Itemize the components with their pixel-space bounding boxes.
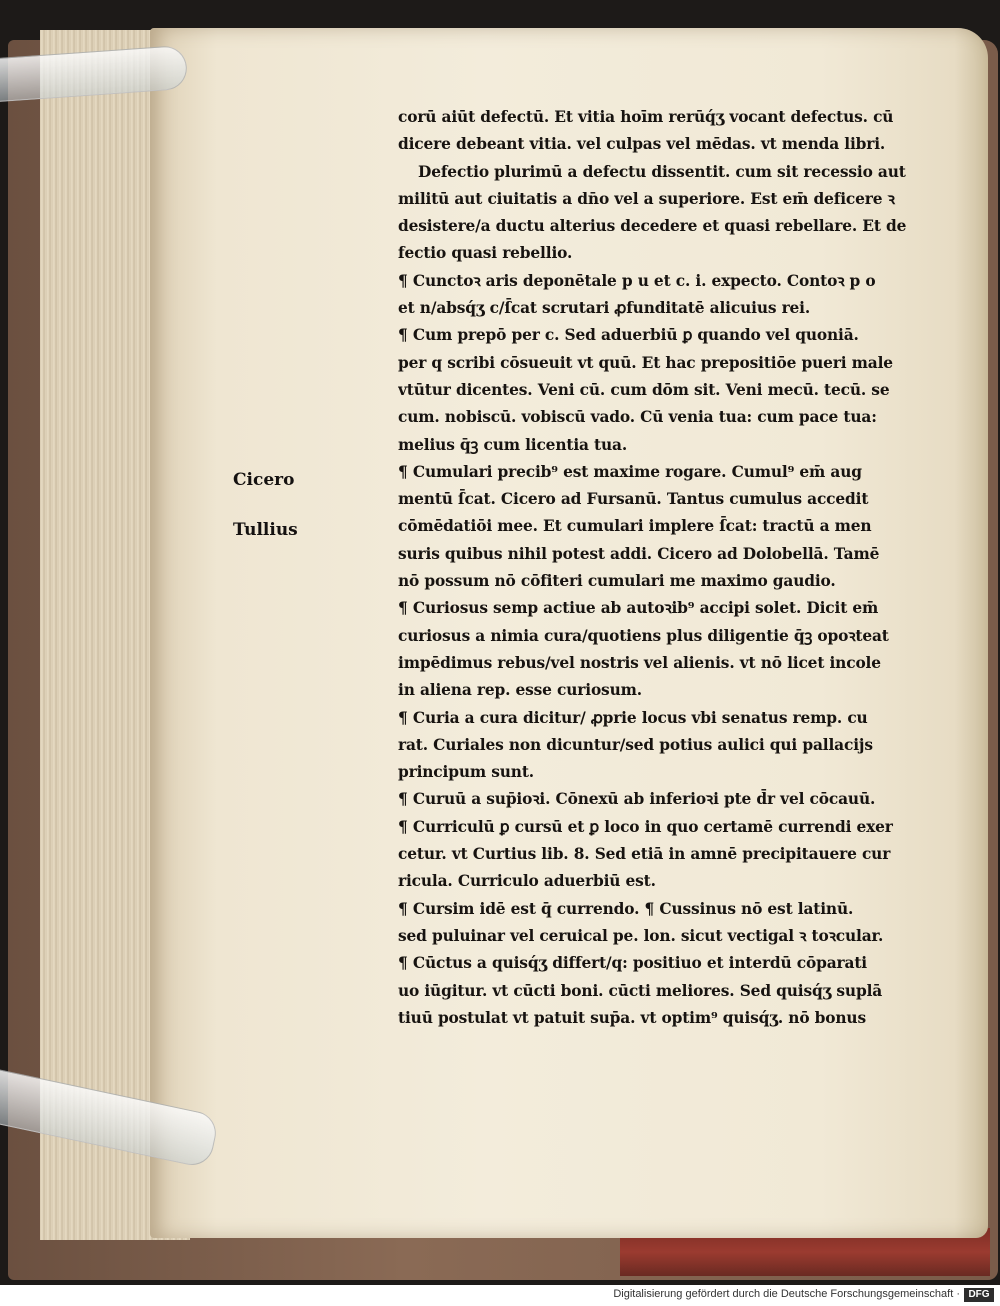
text-line: per q scribi cōsueuit vt quū. Et hac prepositiōe pueri male [398, 353, 893, 372]
text-line: vtūtur dicentes. Veni cū. cum dōm sit. Veni mecū. tecū. se [398, 380, 890, 399]
text-line: corū aiūt defectū. Et vitia hoīm rerūq́ʒ vocant defectus. cū [398, 108, 894, 126]
text-line: ¶ Cumulari precib⁹ est maxime rogare. Cumul⁹ em̄ aug [398, 462, 862, 481]
text-line: principum sunt. [398, 763, 534, 782]
text-line: curiosus a nimia cura/quotiens plus diligentie q̄ꝫ opoꝛteat [398, 626, 889, 645]
footer-bar [0, 1285, 1000, 1306]
text-line: cōmēdatiōi mee. Et cumulari implere ſ̄cat: tractū a men [398, 517, 872, 536]
text-line: impēdimus rebus/vel nostris vel alienis. vt nō licet incole [398, 653, 881, 672]
text-line: ¶ Curuū a sup̄ioꝛi. Cōnexū ab inferioꝛi pte d̄r vel cōcauū. [398, 790, 876, 809]
text-line: mentū ſ̄cat. Cicero ad Fursanū. Tantus cumulus accedit [398, 490, 869, 509]
text-line: nō possum nō cōfiteri cumulari me maximo gaudio. [398, 572, 836, 591]
main-text-block [398, 104, 958, 1032]
text-line: melius q̄ꝫ cum licentia tua. [398, 435, 628, 454]
dfg-logo: DFG [964, 1288, 994, 1302]
text-line: militū aut ciuitatis a dn̄o vel a superiore. Est em̄ deficere ꝛ [398, 189, 895, 208]
text-line: sed puluinar vel ceruical pe. lon. sicut vectigal ꝛ toꝛcular. [398, 926, 884, 945]
text-line: ¶ Curiosus semp actiue ab autoꝛib⁹ accipi solet. Dicit em̄ [398, 599, 879, 618]
footer-credit: Digitalisierung gefördert durch die Deutsche Forschungsgemeinschaft · [613, 1288, 960, 1300]
text-line: ¶ Curia a cura dicitur/ ꝓprie locus vbi senatus remp. cu [398, 708, 868, 727]
text-line: uo iūgitur. vt cūcti boni. cūcti meliores. Sed quisq́ʒ suplā [398, 981, 883, 1000]
text-line: ¶ Curriculū ꝑ cursū et ꝑ loco in quo certamē currendi exer [398, 817, 893, 836]
text-line: cum. nobiscū. vobiscū vado. Cū venia tua: cum pace tua: [398, 408, 877, 427]
text-line: fectio quasi rebellio. [398, 244, 573, 263]
text-line: in aliena rep. esse curiosum. [398, 681, 642, 700]
text-line: rat. Curiales non dicuntur/sed potius aulici qui pallacijs [398, 735, 873, 754]
text-line: dicere debeant vitia. vel culpas vel mēdas. vt menda libri. [398, 135, 886, 154]
text-line: cetur. vt Curtius lib. 8. Sed etiā in amnē precipitauere cur [398, 845, 891, 864]
margin-note-tullius: Tullius [233, 520, 298, 540]
margin-note-cicero: Cicero [233, 470, 295, 490]
text-line: tiuū postulat vt patuit sup̄a. vt optim⁹ quisq́ʒ. nō bonus [398, 1008, 866, 1027]
text-line: ¶ Cursim idē est q̄ currendo. ¶ Cussinus nō est latinū. [398, 899, 854, 918]
text-line: suris quibus nihil potest addi. Cicero ad Dolobellā. Tamē [398, 544, 880, 563]
text-line: ¶ Cunctoꝛ aris deponētale p u et c. i. expecto. Contoꝛ p o [398, 271, 876, 290]
text-line: ¶ Cum prepō per c. Sed aduerbiū ꝑ quando vel quoniā. [398, 326, 859, 345]
text-line: desistere/a ductu alterius decedere et quasi rebellare. Et de [398, 217, 907, 236]
text-line: et n/absq́ʒ c/ſ̄cat scrutari ꝓfunditatē alicuius rei. [398, 299, 811, 318]
text-line: ricula. Curriculo aduerbiū est. [398, 872, 656, 891]
text-line: Defectio plurimū a defectu dissentit. cum sit recessio aut [418, 162, 906, 181]
text-line: ¶ Cūctus a quisq́ʒ differt/q: positiuo et interdū cōparati [398, 954, 867, 973]
